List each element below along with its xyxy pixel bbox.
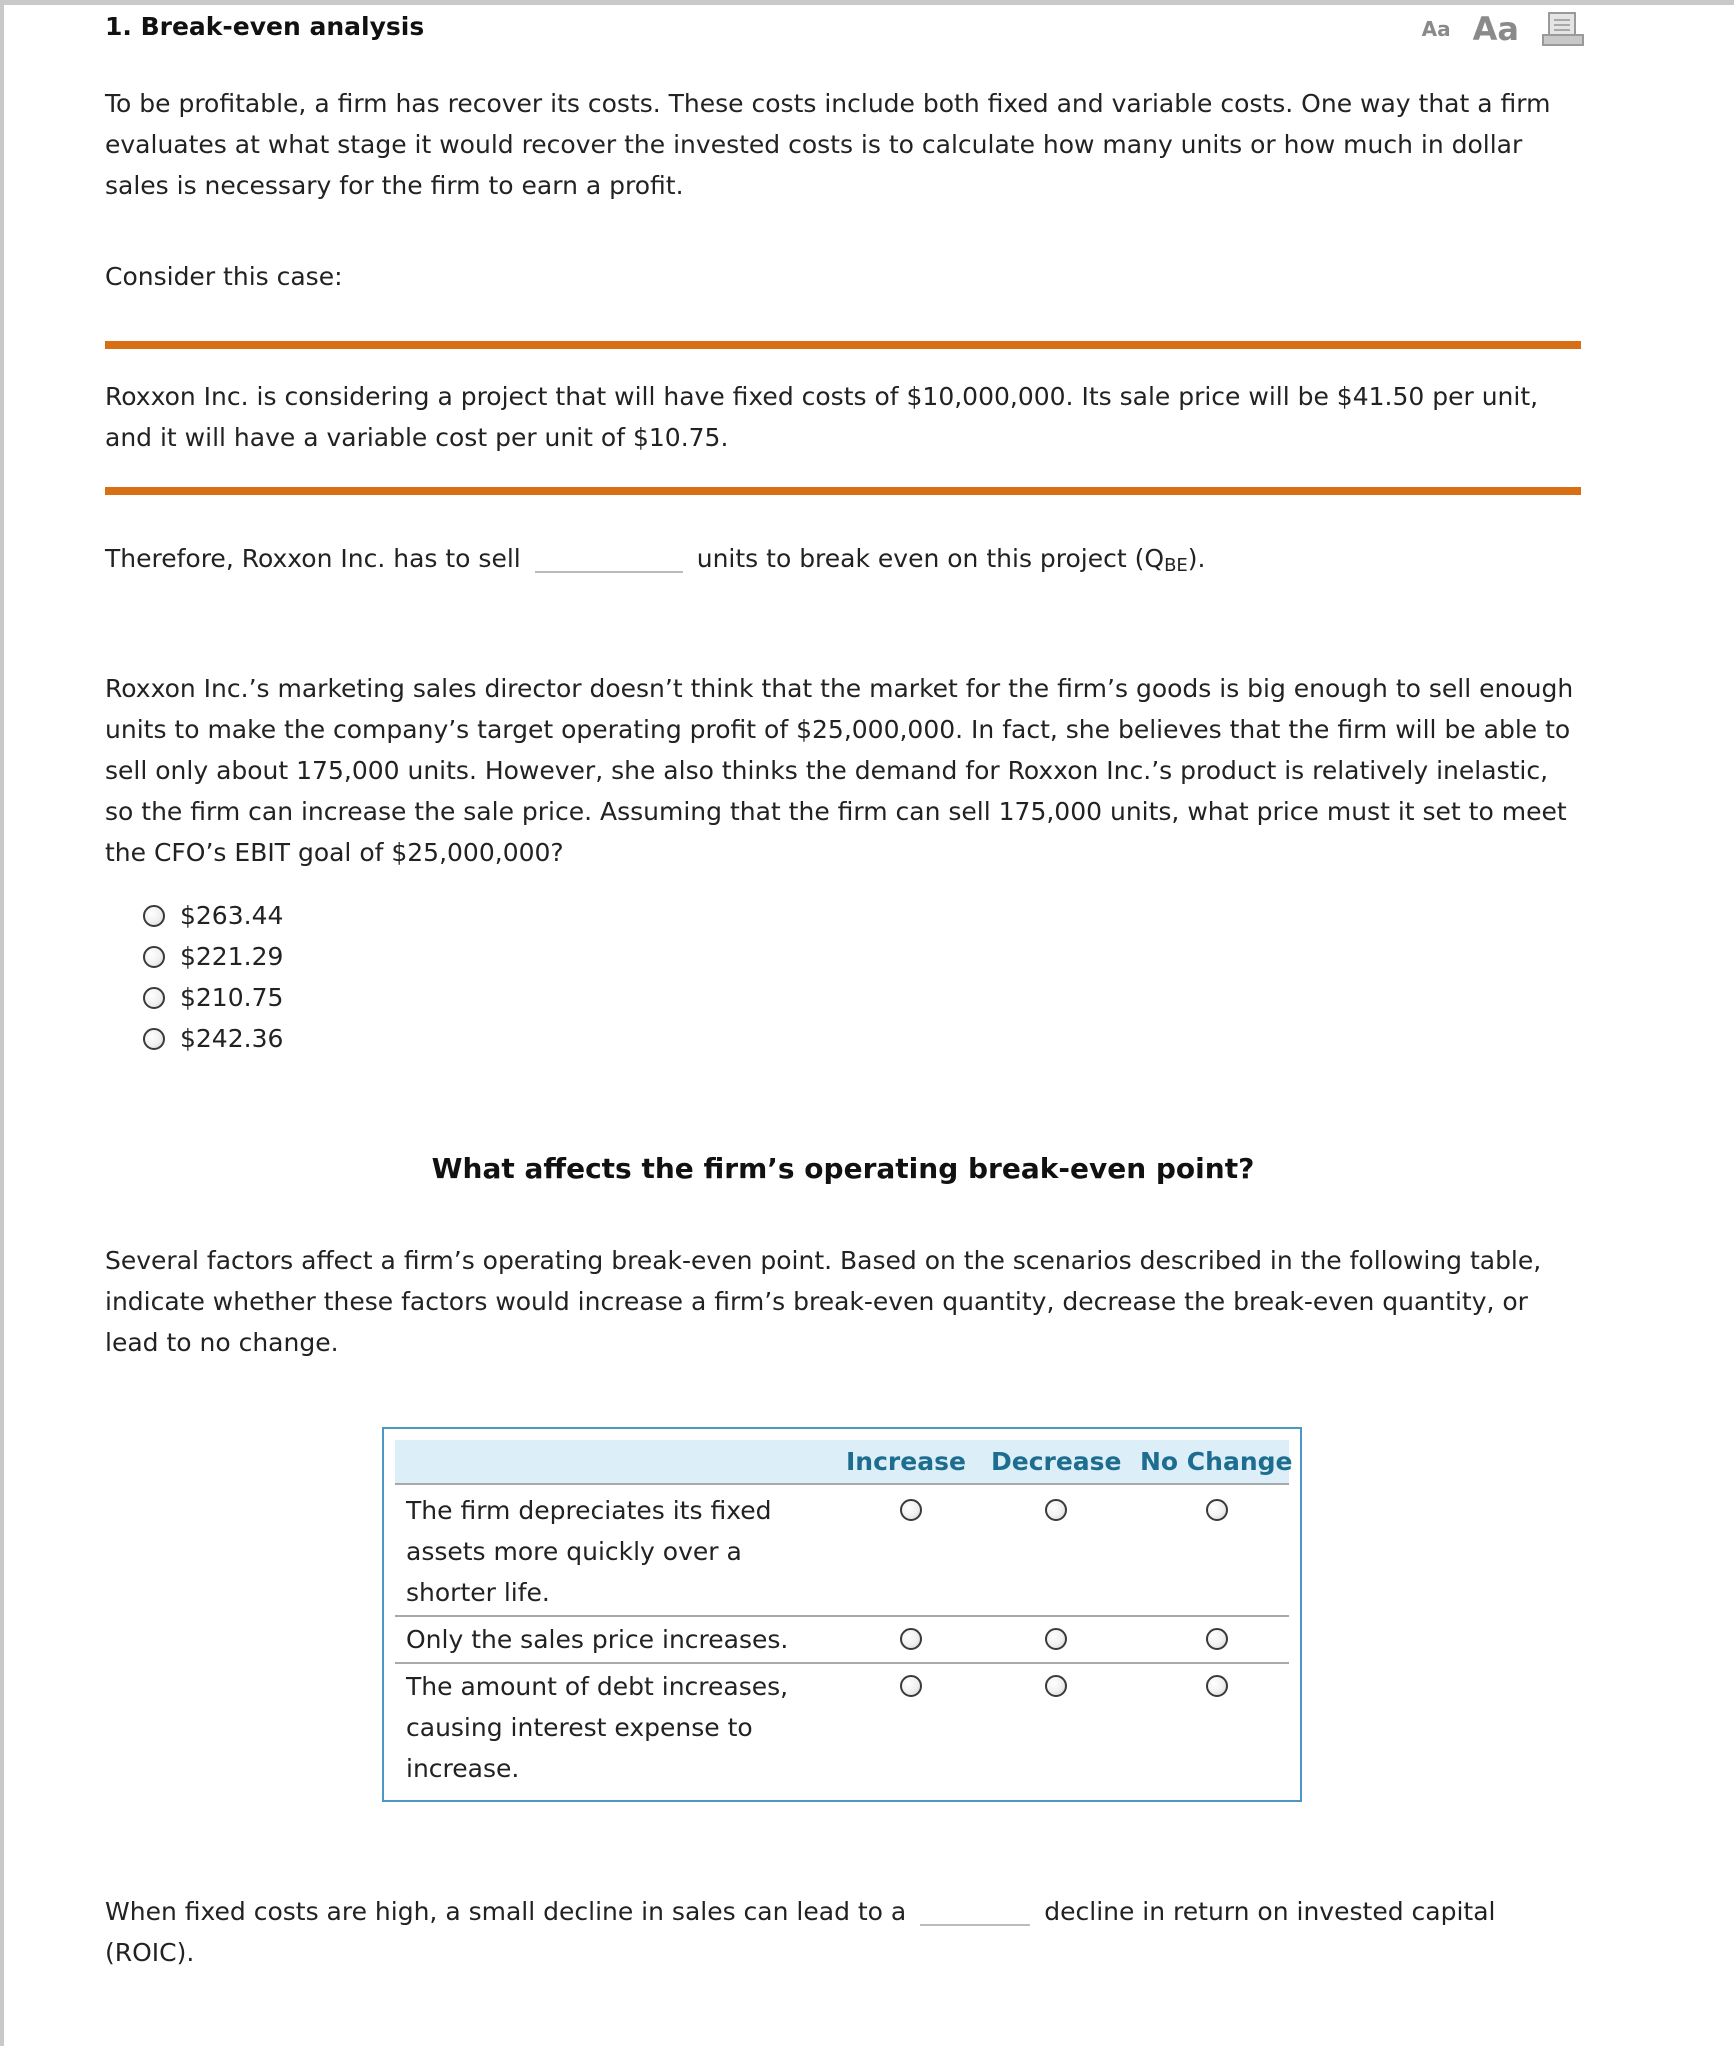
- consider-label: Consider this case:: [105, 262, 343, 291]
- table-row-label: [406, 1666, 796, 1789]
- decrease-font-button[interactable]: Aa: [1421, 17, 1451, 41]
- price-option-label: $210.75: [180, 983, 284, 1012]
- case-text: Roxxon Inc. is considering a project that will have fixed costs of $10,000,000. Its sale price will be $41.50 per unit, and it will have a variable cost per unit of $10.75.: [105, 382, 1539, 452]
- row-divider: [395, 1615, 1289, 1617]
- row-label-line: Only the sales price increases.: [406, 1625, 789, 1654]
- row-label-line: shorter life.: [406, 1578, 550, 1607]
- breakeven-subscript: BE: [1164, 555, 1188, 576]
- case-top-rule: [105, 341, 1581, 349]
- print-icon[interactable]: [1541, 11, 1585, 47]
- row1-decrease-radio[interactable]: [1045, 1499, 1067, 1521]
- window-left-border: [0, 0, 4, 2046]
- row-divider: [395, 1662, 1289, 1664]
- row3-no-change-radio[interactable]: [1206, 1675, 1228, 1697]
- radio-button[interactable]: [143, 987, 165, 1009]
- price-question-text: Roxxon Inc.’s marketing sales director doesn’t think that the market for the firm’s goods is big enough to sell enough units to make the company’s target operating profit of $25,000,000. In fact, she believes that the firm will be able to sell only about 175,000 units. However, she also thinks the demand for Roxxon Inc.’s product is relatively inelastic, so the firm can increase the sale price. Assuming that the firm can sell 175,000 units, what price must it set to meet the CFO’s EBIT goal of $25,000,000?: [105, 674, 1574, 867]
- row1-no-change-radio[interactable]: [1206, 1499, 1228, 1521]
- breakeven-prefix: Therefore, Roxxon Inc. has to sell: [105, 544, 521, 573]
- row3-decrease-radio[interactable]: [1045, 1675, 1067, 1697]
- roic-line2: (ROIC).: [105, 1938, 195, 1967]
- price-options: [143, 895, 283, 1059]
- section-paragraph: Several factors affect a firm’s operating break-even point. Based on the scenarios described in the following table, indicate whether these factors would increase a firm’s break-even quantity, decrease the break-even quantity, or lead to no change.: [105, 1246, 1542, 1357]
- row1-increase-radio[interactable]: [900, 1499, 922, 1521]
- factor-table-header: [395, 1440, 1293, 1485]
- increase-font-button[interactable]: Aa: [1472, 10, 1519, 48]
- row-label-line: increase.: [406, 1754, 520, 1783]
- table-row-label: [406, 1490, 796, 1613]
- column-header-no-change: No Change: [1140, 1447, 1293, 1476]
- price-option[interactable]: [143, 977, 283, 1018]
- column-header-decrease: Decrease: [991, 1447, 1122, 1476]
- roic-suffix: decline in return on invested capital: [1044, 1897, 1496, 1926]
- roic-dropdown[interactable]: [920, 1896, 1030, 1926]
- breakeven-closing: ).: [1187, 544, 1206, 573]
- column-header-increase: Increase: [846, 1447, 966, 1476]
- section-heading: What affects the firm’s operating break-even point?: [431, 1152, 1255, 1185]
- price-option[interactable]: [143, 1018, 283, 1059]
- breakeven-suffix: units to break even on this project (Q: [696, 544, 1165, 573]
- radio-button[interactable]: [143, 1028, 165, 1050]
- toolbar: [1422, 10, 1585, 48]
- table-row-label: [406, 1619, 796, 1660]
- factor-table: [382, 1427, 1302, 1802]
- price-option[interactable]: [143, 936, 283, 977]
- row-label-line: causing interest expense to: [406, 1713, 753, 1742]
- intro-paragraph: To be profitable, a firm has recover its costs. These costs include both fixed and variable costs. One way that a firm evaluates at what stage it would recover the invested costs is to calculate how many units or how much in dollar sales is necessary for the firm to earn a profit.: [105, 89, 1551, 200]
- roic-sentence: [105, 1891, 1585, 1973]
- row3-increase-radio[interactable]: [900, 1675, 922, 1697]
- breakeven-sentence: [105, 538, 1585, 586]
- row-label-line: The firm depreciates its fixed: [406, 1496, 772, 1525]
- price-option[interactable]: [143, 895, 283, 936]
- radio-button[interactable]: [143, 905, 165, 927]
- window-top-border: [0, 0, 1734, 5]
- breakeven-units-input[interactable]: [535, 543, 683, 573]
- price-option-label: $263.44: [180, 901, 284, 930]
- price-option-label: $221.29: [180, 942, 284, 971]
- row-label-line: assets more quickly over a: [406, 1537, 742, 1566]
- question-title: 1. Break-even analysis: [105, 12, 425, 41]
- row2-no-change-radio[interactable]: [1206, 1628, 1228, 1650]
- roic-prefix: When fixed costs are high, a small decline in sales can lead to a: [105, 1897, 907, 1926]
- radio-button[interactable]: [143, 946, 165, 968]
- case-bottom-rule: [105, 487, 1581, 495]
- row2-increase-radio[interactable]: [900, 1628, 922, 1650]
- row-label-line: The amount of debt increases,: [406, 1672, 789, 1701]
- row2-decrease-radio[interactable]: [1045, 1628, 1067, 1650]
- price-option-label: $242.36: [180, 1024, 284, 1053]
